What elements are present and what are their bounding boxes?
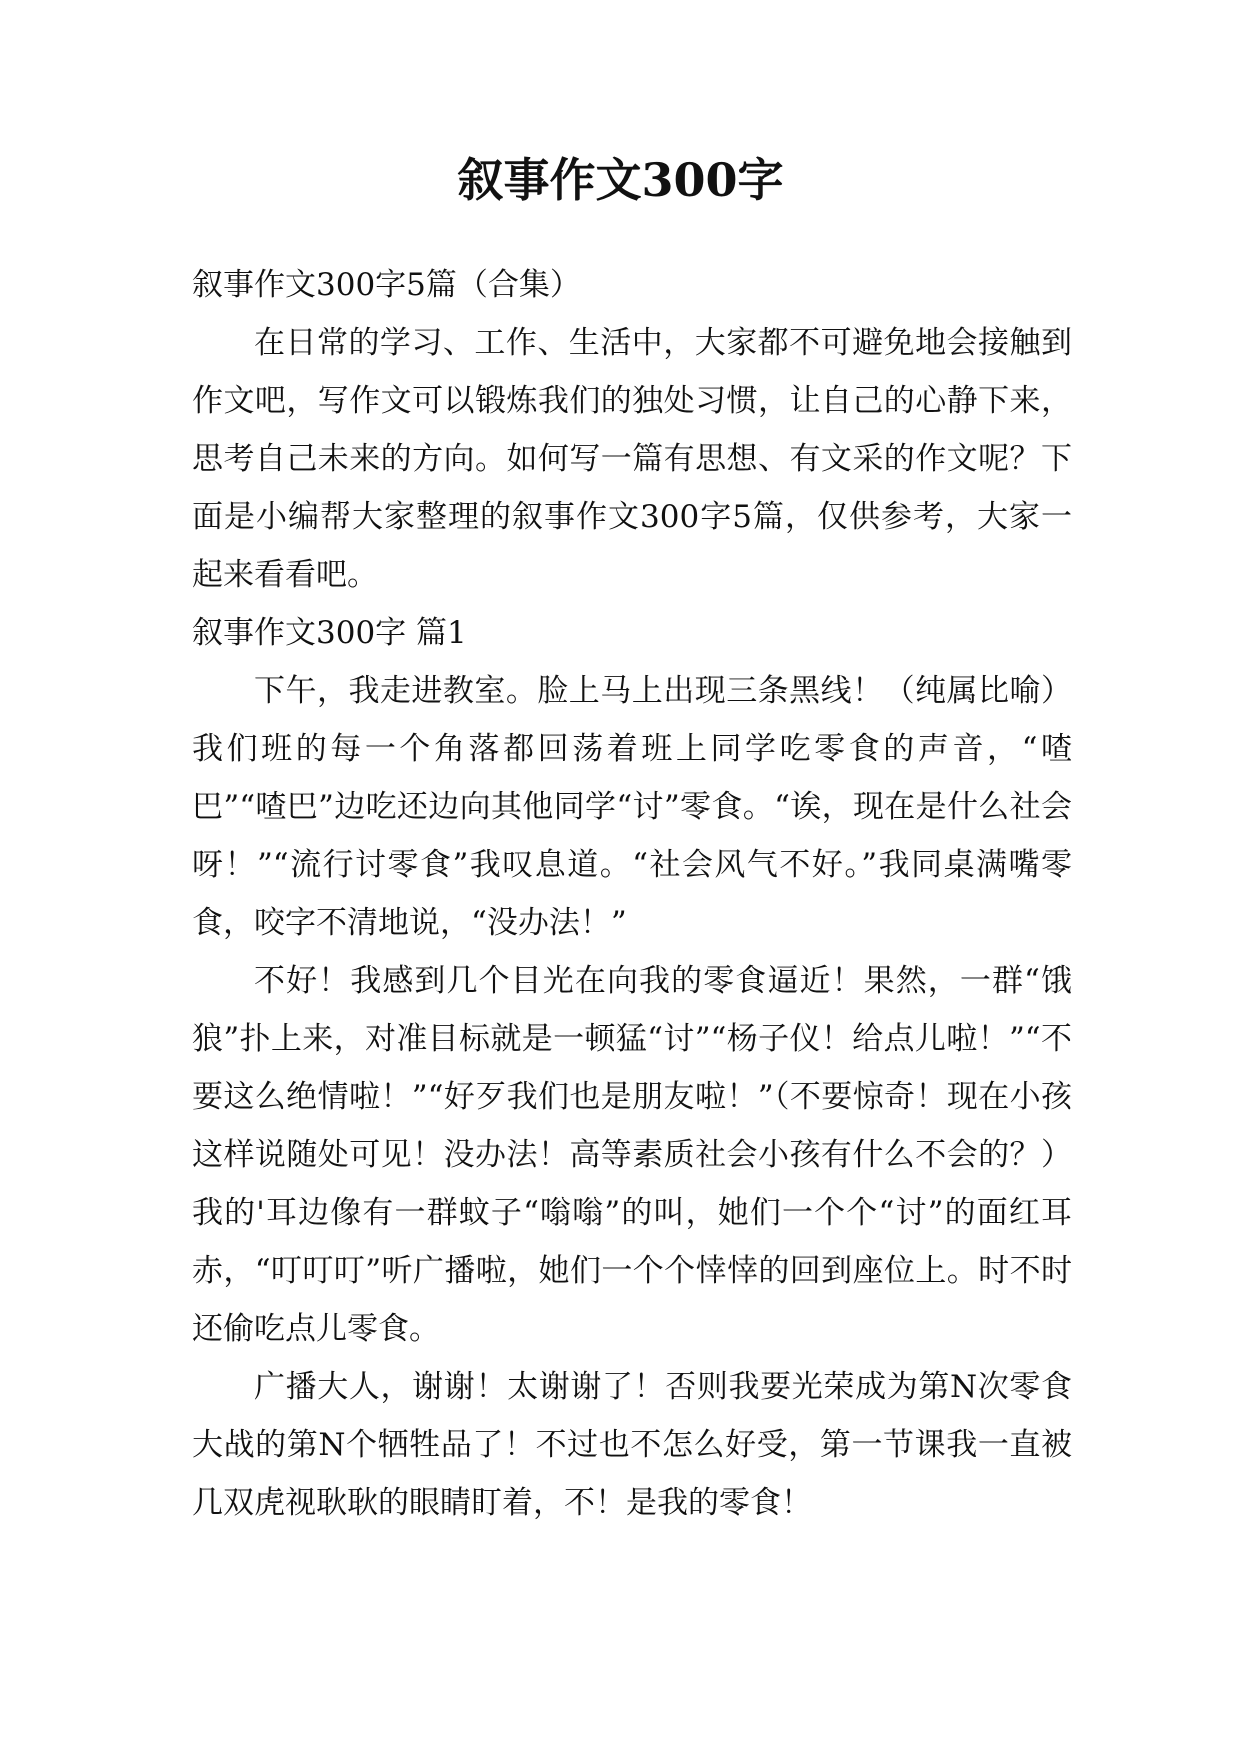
document-title: 叙事作文300字	[457, 153, 784, 207]
document-body	[192, 256, 1072, 1532]
collection-heading: 叙事作文300字5篇（合集）	[192, 267, 581, 303]
essay-1-paragraph-1: 下午，我走进教室。脸上马上出现三条黑线！（纯属比喻）我们班的每一个角落都回荡着班上同学吃零食的声音，“喳巴”“喳巴”边吃还边向其他同学“讨”零食。“诶，现在是什么社会呀！”“流行讨零食”我叹息道。“社会风气不好。”我同桌满嘴零食，咬字不清地说，“没办法！”	[192, 673, 1072, 941]
essay-1-heading: 叙事作文300字 篇1	[192, 615, 467, 651]
intro-paragraph: 在日常的学习、工作、生活中，大家都不可避免地会接触到作文吧，写作文可以锻炼我们的独处习惯，让自己的心静下来，思考自己未来的方向。如何写一篇有思想、有文采的作文呢？下面是小编帮大家整理的叙事作文300字5篇，仅供参考，大家一起来看看吧。	[192, 325, 1072, 593]
essay-1-paragraph-3: 广播大人，谢谢！太谢谢了！否则我要光荣成为第N次零食大战的第N个牺牲品了！不过也不怎么好受，第一节课我一直被几双虎视耿耿的眼睛盯着，不！是我的零食！	[192, 1369, 1072, 1521]
essay-1-paragraph-2: 不好！我感到几个目光在向我的零食逼近！果然，一群“饿狼”扑上来，对准目标就是一顿猛“讨”“杨子仪！给点儿啦！”“不要这么绝情啦！”“好歹我们也是朋友啦！”（不要惊奇！现在小孩这样说随处可见！没办法！高等素质社会小孩有什么不会的？）我的'耳边像有一群蚊子“嗡嗡”的叫，她们一个个“讨”的面红耳赤，“叮叮叮”听广播啦，她们一个个悻悻的回到座位上。时不时还偷吃点儿零食。	[192, 963, 1072, 1347]
